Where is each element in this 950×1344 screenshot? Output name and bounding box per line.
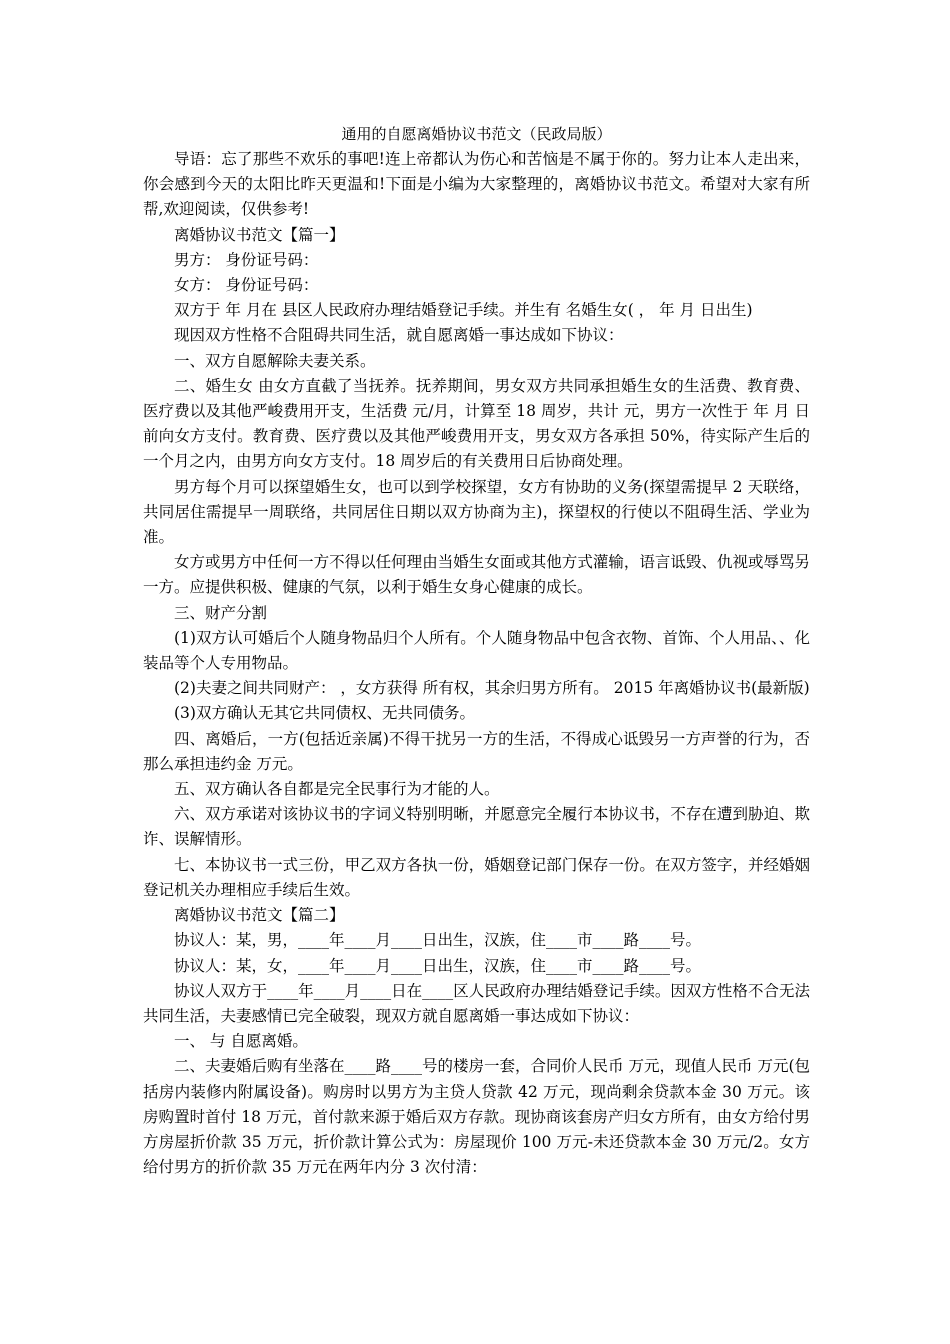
marriage-registration-paragraph: 双方于 年 月在 县区人民政府办理结婚登记手续。并生有 名婚生女( ， 年 月 日出生) <box>174 301 753 320</box>
clause-four: 四、离婚后，一方(包括近亲属)不得干扰另一方的生活，不得成心诋毁另一方声誉的行为，否那么承担违约金 万元。 <box>143 729 810 773</box>
wife-id-line: 女方： 身份证号码： <box>174 276 319 295</box>
property-item-3: (3)双方确认无其它共同债权、无共同债务。 <box>174 704 475 723</box>
clause-one: 一、双方自愿解除夫妻关系。 <box>174 351 376 370</box>
visitation-paragraph: 男方每个月可以探望婚生女，也可以到学校探望，女方有协助的义务(探望需提早 2 天联络，共同居住需提早一周联络，共同居住日期以双方协商为主)，探望权的行使以不阻碍生活、学业为准。 <box>143 477 810 547</box>
part-two-clause-one: 一、 与 自愿离婚。 <box>174 1032 308 1051</box>
intro-paragraph: 导语：忘了那些不欢乐的事吧!连上帝都认为伤心和苦恼是不属于你的。努力让本人走出来，你会感到今天的太阳比昨天更温和!下面是小编为大家整理的，离婚协议书范文。希望对大家有所帮,欢迎阅读，仅供参考! <box>143 150 810 219</box>
no-defamation-paragraph: 女方或男方中任何一方不得以任何理由当婚生女面或其他方式灌输，语言诋毁、仇视或辱骂另一方。应提供积极、健康的气氛，以利于婚生女身心健康的成长。 <box>143 553 810 597</box>
section-heading-part-one: 离婚协议书范文【篇一】 <box>174 225 345 244</box>
clause-six: 六、双方承诺对该协议书的字词义特别明晰，并愿意完全履行本协议书，不存在遭到胁迫、欺诈、误解情形。 <box>143 805 810 849</box>
part-two-clause-two-property: 二、夫妻婚后购有坐落在____路____号的楼房一套，合同价人民币 万元，现值人民币 万元(包括房内装修内附属设备)。购房时以男方为主贷人贷款 42 万元，现尚剩余贷款本金 30 万元。该房购置时首付 18 万元，首付款来源于婚后双方存款。现协商该套房产归女方所有，由女方给付男方房屋折价款 35 万元，折价款计算公式为：房屋现价 100 万元-未还贷款本金 30 万元/2。女方给付男方的折价款 35 万元在两年内分 3 次付清： <box>143 1057 810 1177</box>
property-item-1: (1)双方认可婚后个人随身物品归个人所有。个人随身物品中包含衣物、首饰、个人用品、、化装品等个人专用物品。 <box>143 628 810 673</box>
party-line-male: 协议人：某，男，____年____月____日出生，汉族，住____市____路____号。 <box>174 931 702 950</box>
agreement-intro-paragraph: 现因双方性格不合阻碍共同生活，就自愿离婚一事达成如下协议： <box>174 326 624 345</box>
party-line-female: 协议人：某，女，____年____月____日出生，汉族，住____市____路____号。 <box>174 956 702 975</box>
part-two-intro-paragraph: 协议人双方于____年____月____日在____区人民政府办理结婚登记手续。因双方性格不合无法共同生活，夫妻感情已完全破裂，现双方就自愿离婚一事达成如下协议： <box>143 981 810 1025</box>
property-item-2: (2)夫妻之间共同财产： ，女方获得 所有权，其余归男方所有。 2015 年离婚协议书(最新版) <box>174 679 810 698</box>
clause-five: 五、双方确认各自都是完全民事行为才能的人。 <box>174 780 500 799</box>
clause-three-heading: 三、财产分割 <box>174 603 268 622</box>
section-heading-part-two: 离婚协议书范文【篇二】 <box>174 906 345 925</box>
clause-two-custody: 二、婚生女 由女方直截了当抚养。抚养期间，男女双方共同承担婚生女的生活费、教育费、医疗费以及其他严峻费用开支，生活费 元/月，计算至 18 周岁，共计 元，男方一次性于 年 月 日前向女方支付。教育费、医疗费以及其他严峻费用开支，男女双方各承担 50%，待实际产生后的一个月之内，由男方向女方支付。18 周岁后的有关费用日后协商处理。 <box>143 376 810 471</box>
document-title: 通用的自愿离婚协议书范文（民政局版） <box>341 125 612 143</box>
husband-id-line: 男方： 身份证号码： <box>174 250 319 269</box>
clause-seven: 七、本协议书一式三份，甲乙双方各执一份，婚姻登记部门保存一份。在双方签字，并经婚姻登记机关办理相应手续后生效。 <box>143 855 810 899</box>
document-body <box>143 122 810 1180</box>
